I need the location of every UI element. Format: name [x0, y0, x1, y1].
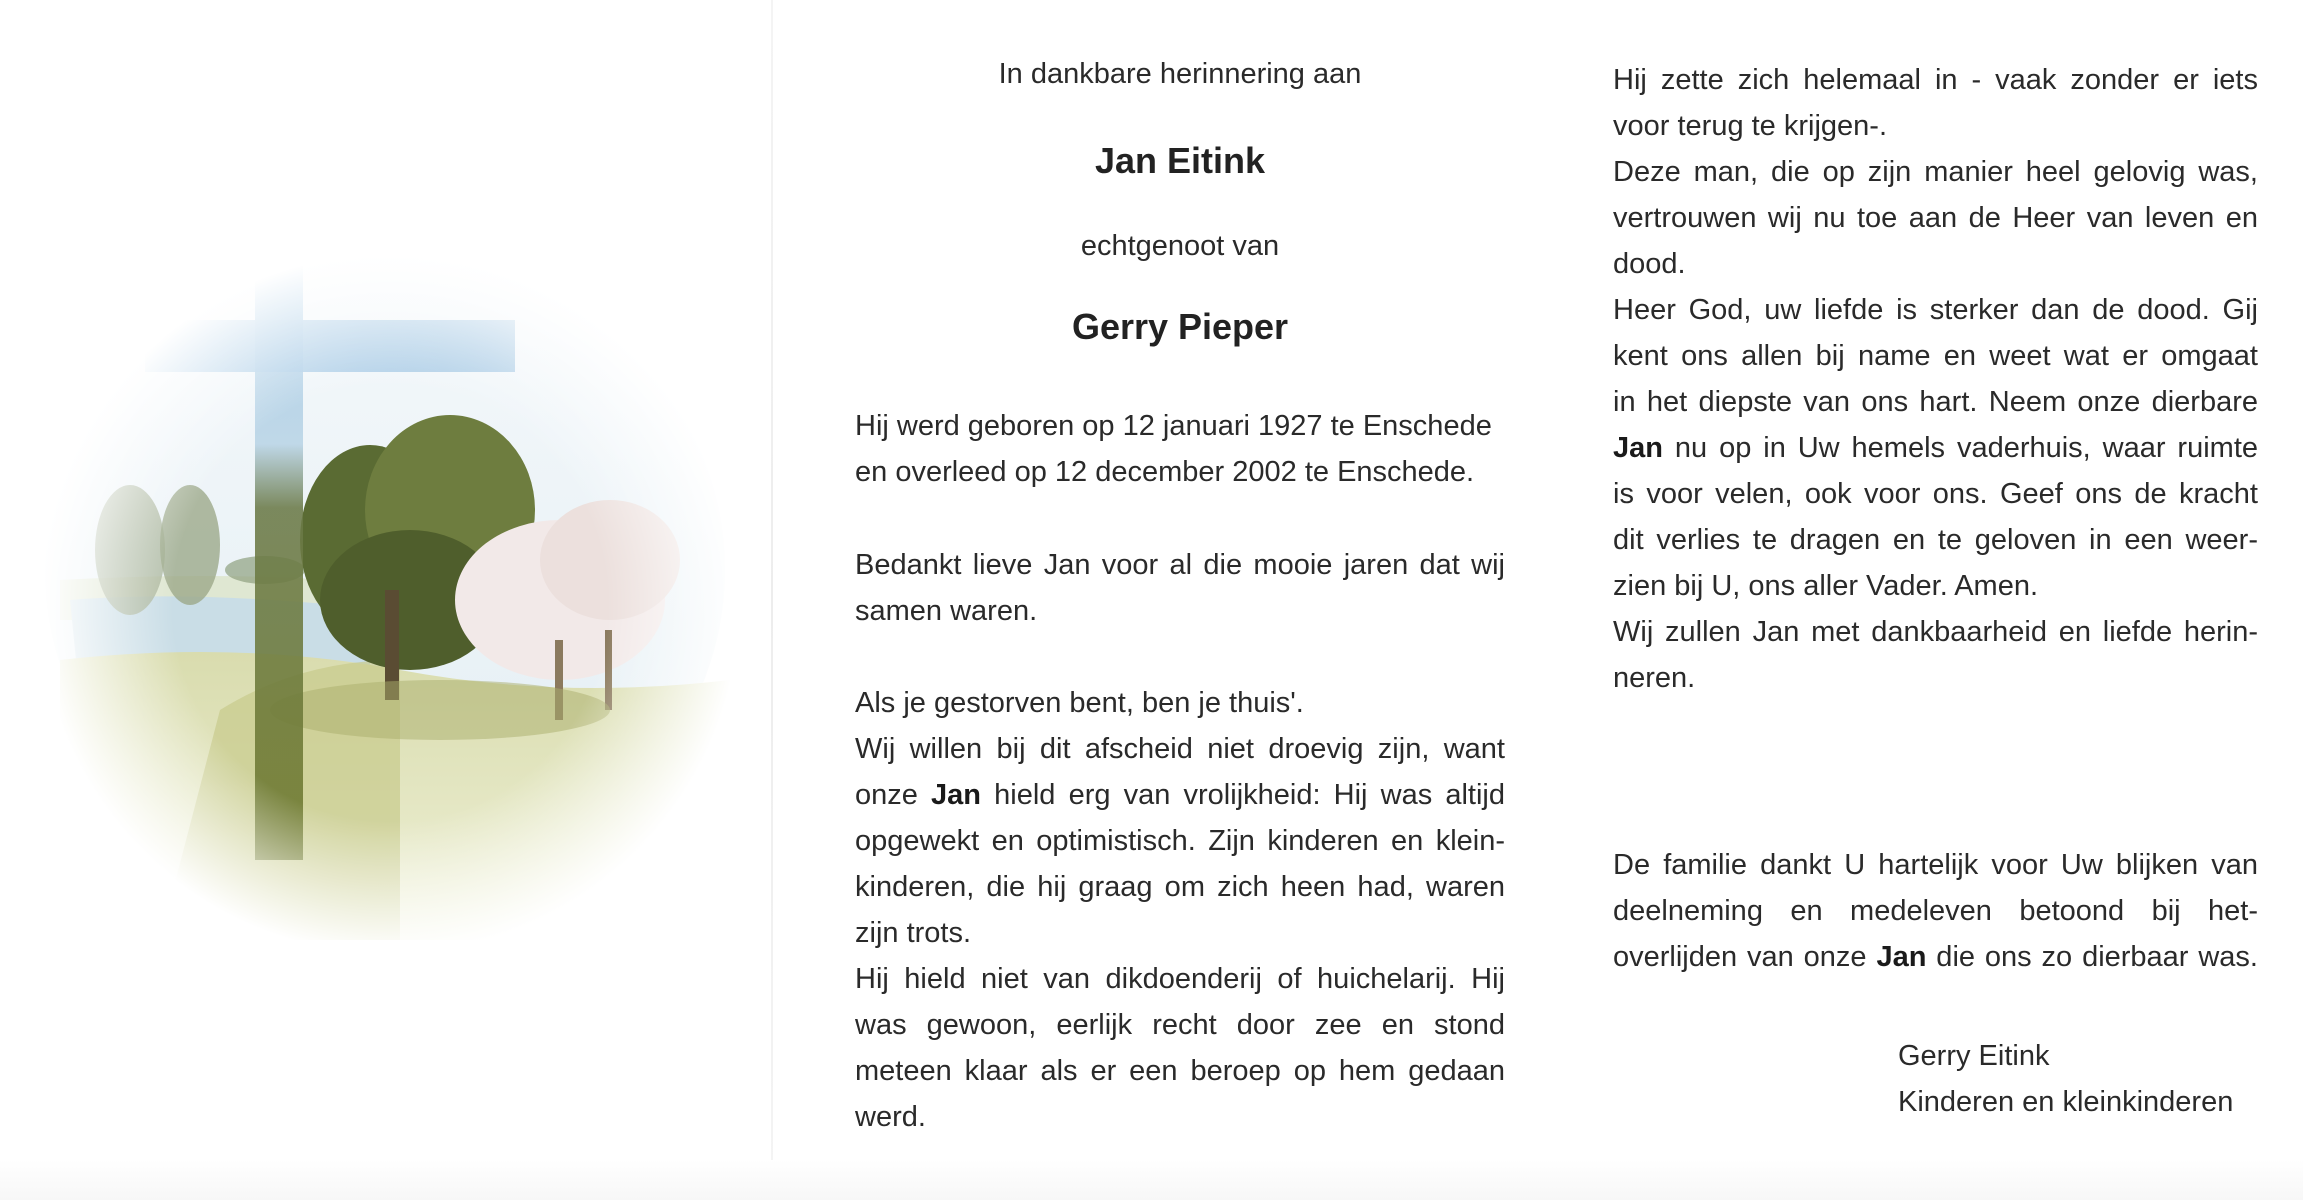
prayer-line: dit verlies te dragen en te geloven in een weer-	[1613, 524, 2258, 556]
body-line: meteen klaar als er een beroep op hem gedaan	[855, 1055, 1505, 1087]
text-fragment: die ons zo dierbaar was.	[1926, 941, 2258, 973]
intro-text: In dankbare herinnering aan	[998, 58, 1362, 90]
body-line: kinderen, die hij graag om zich heen had, waren	[855, 871, 1505, 903]
thanks-line: Bedankt lieve Jan voor al die mooie jaren dat wij	[855, 549, 1505, 581]
bold-name: Jan	[1613, 432, 1663, 464]
prayer-line	[1613, 425, 2258, 471]
card-fold-line	[771, 0, 773, 1200]
cross-landscape-image	[40, 240, 740, 940]
body-line: Wij willen bij dit afscheid niet droevig zijn, want	[855, 733, 1505, 765]
prayer-paragraph	[1613, 57, 2258, 701]
body-line: opgewekt en optimistisch. Zijn kinderen en klein-	[855, 825, 1505, 857]
bold-name: Jan	[1876, 941, 1927, 973]
body-line: Als je gestorven bent, ben je thuis'.	[855, 687, 1304, 719]
spouse-name: Gerry Pieper	[1071, 306, 1289, 347]
prayer-line: neren.	[1613, 662, 1696, 694]
body-paragraph	[855, 680, 1505, 1140]
body-line: was gewoon, eerlijk recht door zee en stond	[855, 1009, 1505, 1041]
prayer-line: Wij zullen Jan met dankbaarheid en liefde herin-	[1613, 616, 2258, 648]
death-line: en overleed op 12 december 2002 te Enschede.	[855, 456, 1475, 488]
prayer-line: zien bij U, ons aller Vader. Amen.	[1613, 570, 2039, 602]
prayer-line: voor terug te krijgen-.	[1613, 110, 1888, 142]
body-line	[855, 772, 1505, 818]
spouse-label: echtgenoot van	[1080, 230, 1280, 262]
body-line: zijn trots.	[855, 917, 972, 949]
text-fragment: overlijden van onze	[1613, 941, 1877, 973]
family-line: De familie dankt U hartelijk voor Uw blijken van	[1613, 849, 2258, 881]
prayer-line: in het diepste van ons hart. Neem onze dierbare	[1613, 386, 2258, 418]
cross-landscape-icon	[40, 240, 740, 940]
family-line: deelneming en medeleven betoond bij het-	[1613, 895, 2258, 927]
prayer-line: Heer God, uw liefde is sterker dan de dood. Gij	[1613, 294, 2258, 326]
text-fragment: hield erg van vrolijkheid: Hij was altijd	[981, 779, 1505, 811]
prayer-line: Hij zette zich helemaal in - vaak zonder er iets	[1613, 64, 2258, 96]
prayer-line: vertrouwen wij nu toe aan de Heer van leven en	[1613, 202, 2258, 234]
prayer-line: kent ons allen bij name en weet wat er omgaat	[1613, 340, 2258, 372]
birth-death-paragraph	[855, 403, 1505, 495]
prayer-line: is voor velen, ook voor ons. Geef ons de kracht	[1613, 478, 2258, 510]
bold-name: Jan	[931, 779, 982, 811]
signature-block	[1898, 1033, 2233, 1125]
birth-line: Hij werd geboren op 12 januari 1927 te Enschede	[855, 410, 1492, 442]
prayer-line: dood.	[1613, 248, 1686, 280]
card-bottom-edge	[0, 1160, 2303, 1200]
family-line	[1613, 934, 2258, 980]
body-line: Hij hield niet van dikdoenderij of huichelarij. Hij	[855, 963, 1505, 995]
family-thanks-paragraph	[1613, 842, 2258, 980]
deceased-name: Jan Eitink	[1094, 140, 1266, 181]
thanks-paragraph	[855, 542, 1505, 634]
signature-name: Gerry Eitink	[1898, 1040, 2050, 1072]
thanks-line: samen waren.	[855, 595, 1038, 627]
text-fragment: onze	[855, 779, 932, 811]
signature-family: Kinderen en kleinkinderen	[1898, 1086, 2234, 1118]
text-fragment: nu op in Uw hemels vaderhuis, waar ruimte	[1662, 432, 2258, 464]
body-line: werd.	[855, 1101, 926, 1133]
prayer-line: Deze man, die op zijn manier heel gelovig was,	[1613, 156, 2258, 188]
